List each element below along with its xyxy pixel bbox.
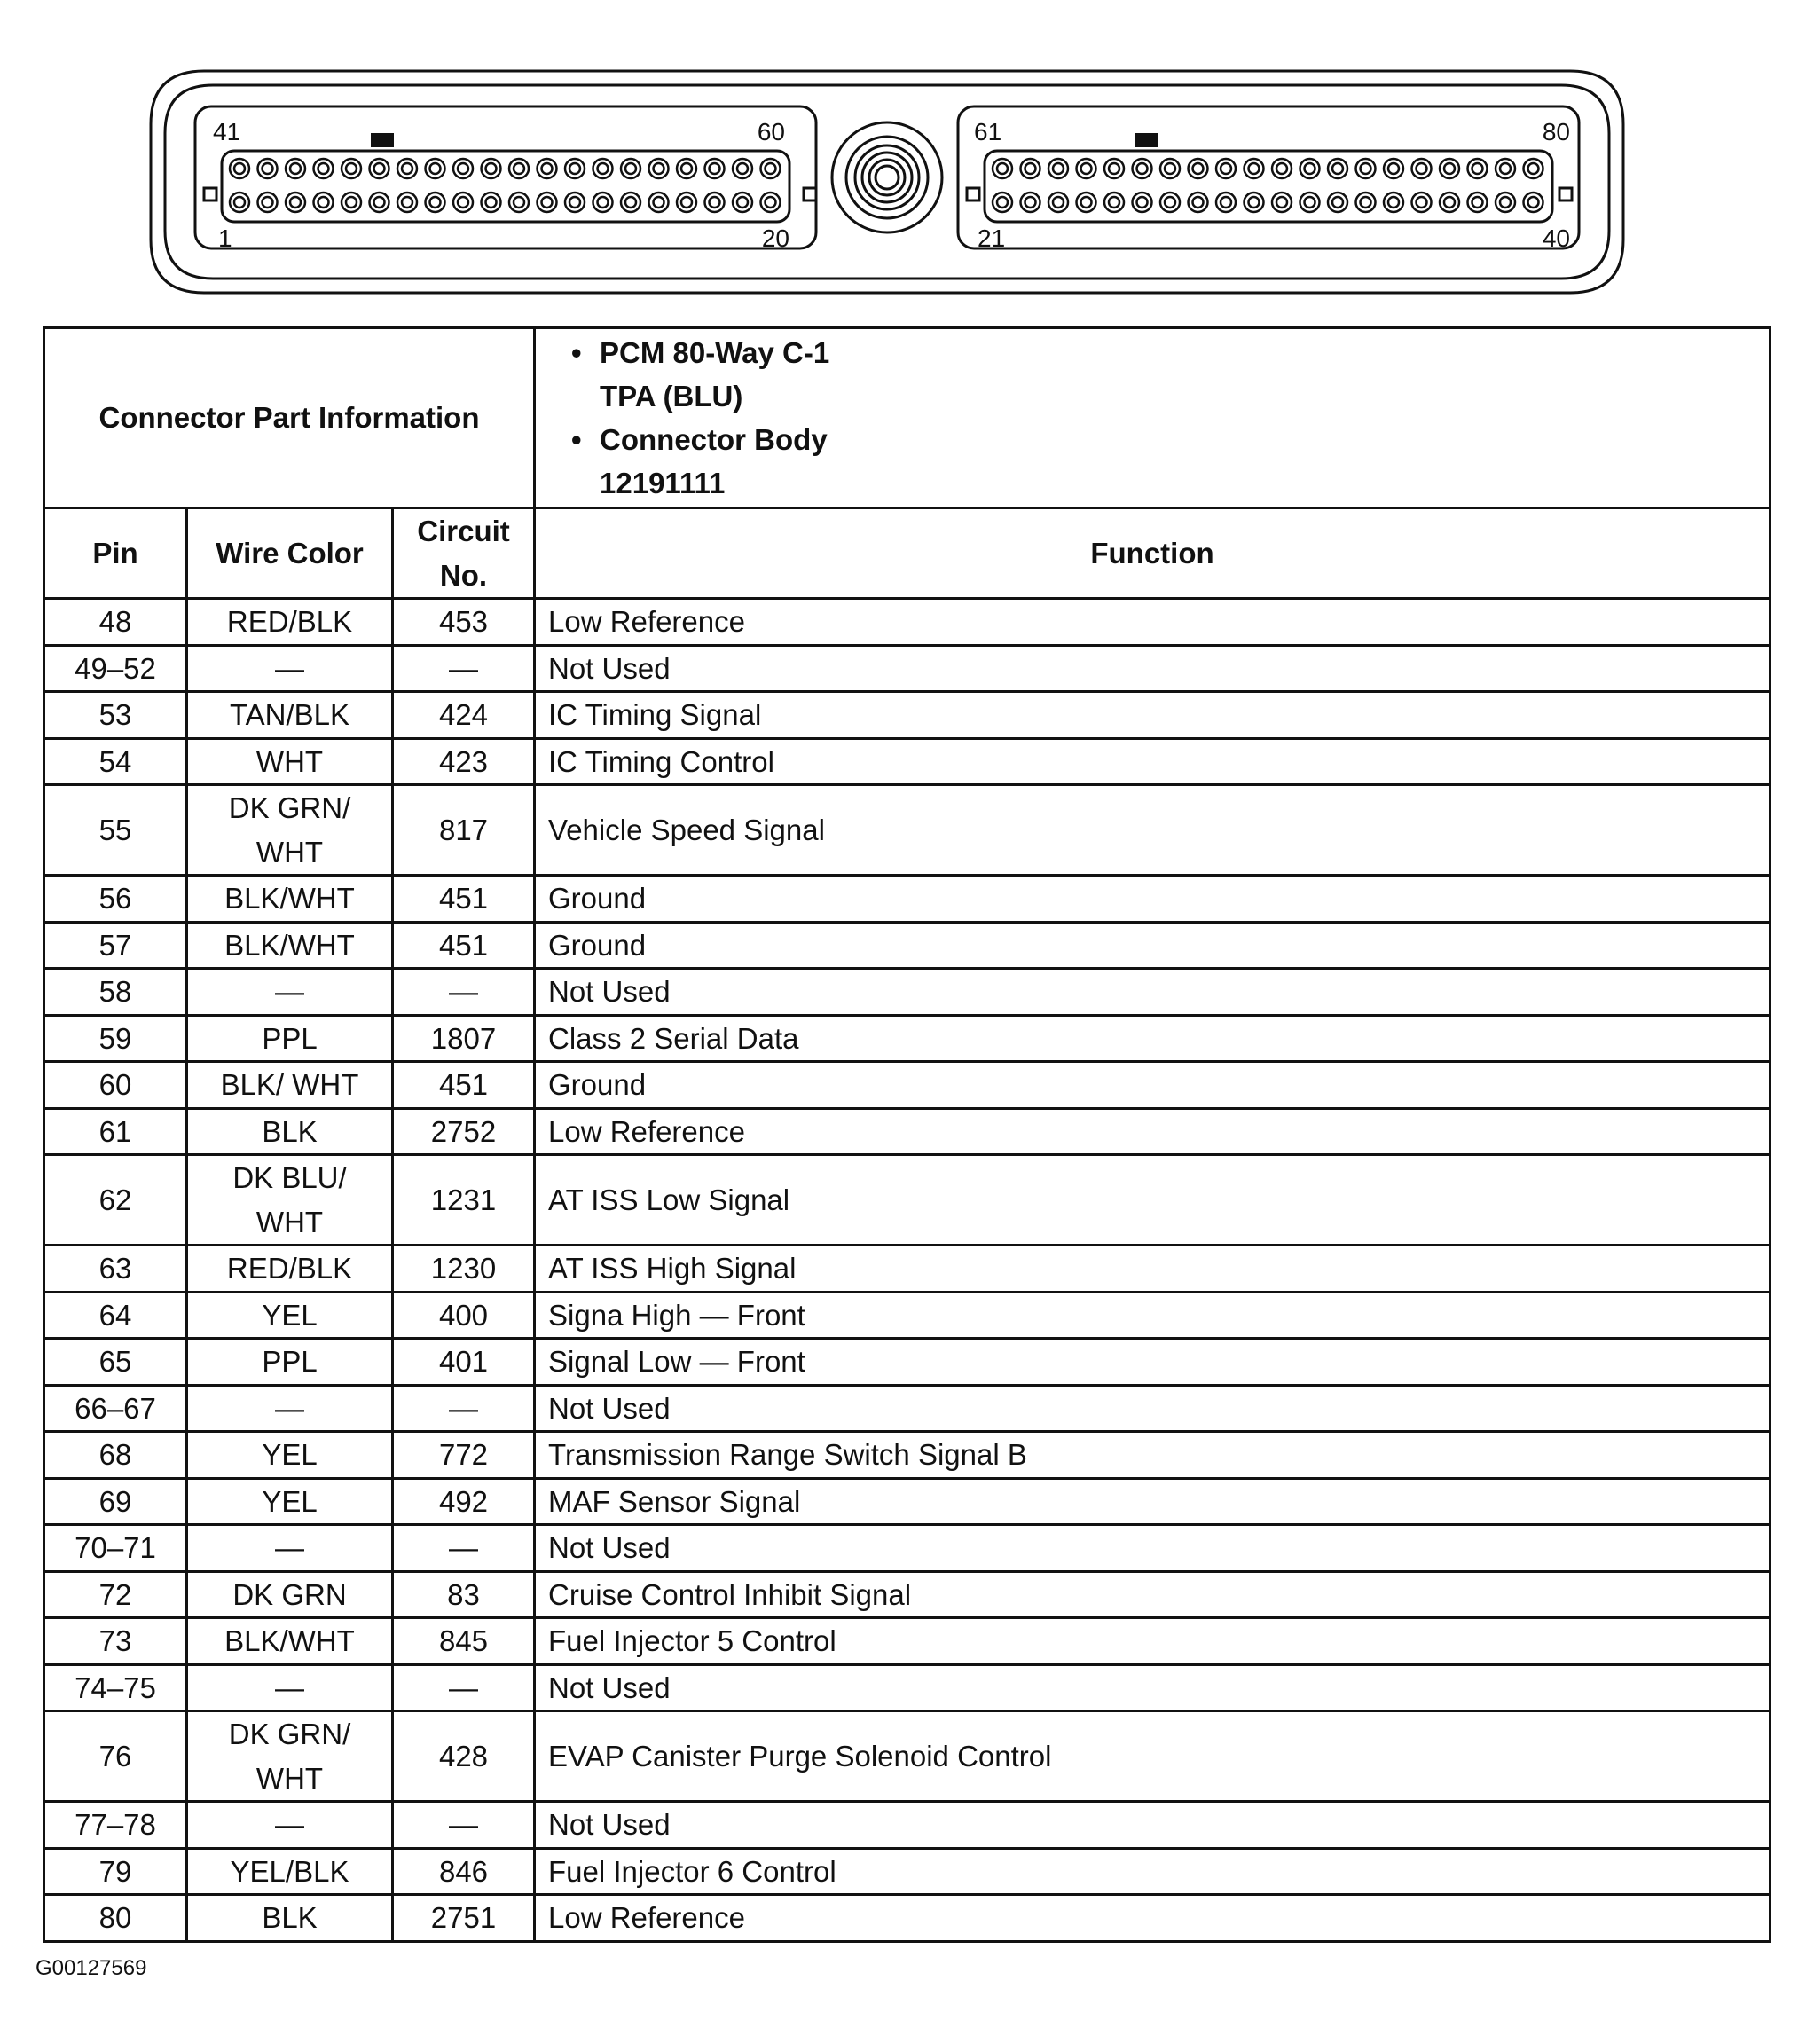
part-info-label: Connector Part Information (44, 328, 535, 508)
table-row (44, 1339, 1771, 1386)
pin-label-1: 1 (218, 224, 232, 252)
pin-cell: 70–71 (44, 1525, 187, 1572)
function-cell: IC Timing Signal (535, 692, 1771, 739)
table-row (44, 1802, 1771, 1849)
circuit-cell: 451 (393, 922, 535, 969)
wire-color-cell: RED/BLK (187, 599, 393, 646)
pin-cell: 60 (44, 1062, 187, 1109)
right-pin-hole (1496, 193, 1515, 212)
table-row (44, 1108, 1771, 1155)
wire-color-cell: YEL/BLK (187, 1848, 393, 1895)
function-cell: Low Reference (535, 1108, 1771, 1155)
right-pin-hole (1245, 159, 1264, 178)
right-key (1559, 188, 1572, 200)
right-pin-hole (1468, 159, 1488, 178)
left-pin-hole (677, 159, 696, 178)
pin-label-40: 40 (1542, 224, 1570, 252)
right-pin-hole (1440, 193, 1459, 212)
pin-cell: 77–78 (44, 1802, 187, 1849)
table-row (44, 1478, 1771, 1525)
wire-color-cell: DK GRN (187, 1571, 393, 1618)
table-row (44, 1015, 1771, 1062)
right-pin-hole (1524, 193, 1543, 212)
table-header-row (44, 508, 1771, 599)
table-row (44, 1711, 1771, 1802)
right-pin-hole (1272, 159, 1292, 178)
left-pin-hole (342, 193, 361, 212)
right-pin-hole (993, 159, 1012, 178)
wire-color-cell: PPL (187, 1015, 393, 1062)
wire-color-cell: TAN/BLK (187, 692, 393, 739)
left-pin-hole (258, 193, 278, 212)
right-pin-hole (1384, 159, 1403, 178)
left-pin-hole (565, 159, 585, 178)
table-row (44, 599, 1771, 646)
function-cell: Transmission Range Switch Signal B (535, 1432, 1771, 1479)
left-pin-hole (482, 193, 501, 212)
function-cell: Signa High — Front (535, 1292, 1771, 1339)
right-pin-hole (1356, 193, 1376, 212)
table-row (44, 692, 1771, 739)
wire-color-cell: — (187, 1802, 393, 1849)
pin-cell: 72 (44, 1571, 187, 1618)
wire-color-cell: PPL (187, 1339, 393, 1386)
right-pin-hole (1356, 159, 1376, 178)
circuit-cell: 846 (393, 1848, 535, 1895)
left-pin-hole (649, 159, 669, 178)
pin-cell: 69 (44, 1478, 187, 1525)
function-cell: Not Used (535, 1385, 1771, 1432)
circuit-cell: 772 (393, 1432, 535, 1479)
pin-cell: 56 (44, 876, 187, 923)
col-header-wire-color: Wire Color (187, 508, 393, 599)
function-cell: Not Used (535, 1525, 1771, 1572)
left-pin-hole (258, 159, 278, 178)
right-pin-hole (1189, 159, 1208, 178)
left-pin-hole (677, 193, 696, 212)
wire-color-cell: BLK/WHT (187, 1618, 393, 1665)
function-cell: AT ISS Low Signal (535, 1155, 1771, 1246)
left-pin-hole (426, 193, 445, 212)
table-row (44, 1155, 1771, 1246)
pin-label-20: 20 (761, 224, 789, 252)
left-pin-hole (538, 193, 557, 212)
left-pin-hole (397, 159, 417, 178)
right-pin-hole (993, 193, 1012, 212)
right-pin-hole (1468, 193, 1488, 212)
wire-color-cell: DK GRN/ WHT (187, 785, 393, 876)
right-pin-hole (1048, 193, 1068, 212)
function-cell: Low Reference (535, 599, 1771, 646)
table-row (44, 1664, 1771, 1711)
pin-cell: 59 (44, 1015, 187, 1062)
function-cell: IC Timing Control (535, 738, 1771, 785)
function-cell: Ground (535, 876, 1771, 923)
table-row (44, 738, 1771, 785)
circuit-cell: 1807 (393, 1015, 535, 1062)
left-pin-hole (342, 159, 361, 178)
pin-cell: 61 (44, 1108, 187, 1155)
part-info-details (535, 328, 1771, 508)
part-info-line: TPA (BLU) (600, 380, 743, 413)
pin-label-61: 61 (974, 118, 1002, 145)
right-pin-hole (1077, 159, 1096, 178)
pin-cell: 76 (44, 1711, 187, 1802)
left-pin-hole (230, 193, 249, 212)
circuit-cell: 817 (393, 785, 535, 876)
left-pin-hole (453, 193, 473, 212)
table-row (44, 1571, 1771, 1618)
left-pin-hole (426, 159, 445, 178)
function-cell: Cruise Control Inhibit Signal (535, 1571, 1771, 1618)
right-pin-hole (1245, 193, 1264, 212)
right-pin-hole (1216, 159, 1236, 178)
left-pin-hole (538, 159, 557, 178)
connector-diagram (133, 53, 1641, 311)
bullet-icon: • (571, 423, 582, 456)
pin-cell: 68 (44, 1432, 187, 1479)
table-row (44, 1525, 1771, 1572)
left-pin-hole (286, 159, 305, 178)
circuit-cell: 451 (393, 1062, 535, 1109)
left-pin-hole (705, 159, 725, 178)
pin-cell: 58 (44, 969, 187, 1016)
left-pin-hole (761, 159, 781, 178)
function-cell: MAF Sensor Signal (535, 1478, 1771, 1525)
left-pin-block (222, 151, 789, 222)
left-pin-hole (649, 193, 669, 212)
right-pin-hole (1189, 193, 1208, 212)
wire-color-cell: — (187, 1385, 393, 1432)
left-pin-hole (482, 159, 501, 178)
left-tpa-mark (371, 133, 394, 147)
function-cell: Not Used (535, 645, 1771, 692)
function-cell: EVAP Canister Purge Solenoid Control (535, 1711, 1771, 1802)
circuit-cell: 492 (393, 1478, 535, 1525)
right-pin-hole (1216, 193, 1236, 212)
pin-label-80: 80 (1542, 118, 1570, 145)
pin-cell: 54 (44, 738, 187, 785)
right-pin-hole (1412, 193, 1432, 212)
circuit-cell: 401 (393, 1339, 535, 1386)
circuit-cell: 423 (393, 738, 535, 785)
left-pin-hole (509, 193, 529, 212)
wire-color-cell: BLK/WHT (187, 922, 393, 969)
pin-label-21: 21 (978, 224, 1006, 252)
left-pin-hole (621, 193, 640, 212)
table-row (44, 1895, 1771, 1942)
circuit-cell: 400 (393, 1292, 535, 1339)
right-pin-hole (1133, 193, 1152, 212)
circuit-cell: 83 (393, 1571, 535, 1618)
wire-color-cell: — (187, 645, 393, 692)
wire-color-cell: — (187, 1664, 393, 1711)
right-pin-hole (1300, 193, 1320, 212)
wire-color-cell: BLK (187, 1108, 393, 1155)
left-housing (195, 106, 816, 248)
connector-outer-shell (151, 71, 1623, 293)
right-pin-hole (1440, 159, 1459, 178)
wire-color-cell: DK BLU/ WHT (187, 1155, 393, 1246)
part-info-line: • Connector Body (571, 418, 1760, 461)
pin-cell: 63 (44, 1246, 187, 1293)
center-bolt (832, 122, 942, 232)
right-pin-hole (1048, 159, 1068, 178)
right-pin-hole (1328, 193, 1347, 212)
left-pin-hole (733, 159, 752, 178)
circuit-cell: 2752 (393, 1108, 535, 1155)
right-pin-hole (1077, 193, 1096, 212)
pin-cell: 62 (44, 1155, 187, 1246)
right-pin-hole (1021, 193, 1040, 212)
right-pin-hole (1328, 159, 1347, 178)
left-pin-hole (230, 159, 249, 178)
left-pin-hole (370, 159, 389, 178)
pin-cell: 48 (44, 599, 187, 646)
figure-id: G00127569 (35, 1956, 147, 1980)
wire-color-cell: — (187, 1525, 393, 1572)
right-pin-hole (1384, 193, 1403, 212)
right-pin-hole (1021, 159, 1040, 178)
function-cell: Not Used (535, 1664, 1771, 1711)
right-pin-hole (1524, 159, 1543, 178)
circuit-cell: 428 (393, 1711, 535, 1802)
left-pin-hole (593, 193, 613, 212)
right-inner-key (967, 188, 979, 200)
wire-color-cell: YEL (187, 1292, 393, 1339)
wire-color-cell: BLK (187, 1895, 393, 1942)
table-row (44, 645, 1771, 692)
left-pin-hole (453, 159, 473, 178)
left-pin-hole (761, 193, 781, 212)
left-pin-hole (733, 193, 752, 212)
pin-cell: 66–67 (44, 1385, 187, 1432)
pin-cell: 55 (44, 785, 187, 876)
circuit-cell: — (393, 1802, 535, 1849)
left-pin-hole (705, 193, 725, 212)
wire-color-cell: RED/BLK (187, 1246, 393, 1293)
left-pin-hole (397, 193, 417, 212)
left-pin-hole (621, 159, 640, 178)
pin-cell: 80 (44, 1895, 187, 1942)
wire-color-cell: — (187, 969, 393, 1016)
function-cell: Not Used (535, 969, 1771, 1016)
pin-table (43, 326, 1771, 1943)
right-pin-hole (1160, 193, 1180, 212)
function-cell: AT ISS High Signal (535, 1246, 1771, 1293)
right-pin-hole (1496, 159, 1515, 178)
wire-color-cell: WHT (187, 738, 393, 785)
left-pin-hole (286, 193, 305, 212)
left-key (204, 188, 216, 200)
pin-cell: 79 (44, 1848, 187, 1895)
right-pin-hole (1412, 159, 1432, 178)
right-pin-hole (1133, 159, 1152, 178)
table-row (44, 1432, 1771, 1479)
pin-cell: 64 (44, 1292, 187, 1339)
col-header-circuit: Circuit No. (393, 508, 535, 599)
right-pin-hole (1160, 159, 1180, 178)
table-row (44, 1618, 1771, 1665)
table-row (44, 969, 1771, 1016)
pin-cell: 57 (44, 922, 187, 969)
left-pin-hole (314, 159, 334, 178)
circuit-cell: — (393, 645, 535, 692)
left-pin-hole (509, 159, 529, 178)
circuit-cell: 845 (393, 1618, 535, 1665)
table-row (44, 1062, 1771, 1109)
circuit-cell: 1231 (393, 1155, 535, 1246)
wire-color-cell: BLK/ WHT (187, 1062, 393, 1109)
table-row (44, 1292, 1771, 1339)
function-cell: Low Reference (535, 1895, 1771, 1942)
left-pin-hole (370, 193, 389, 212)
right-tpa-mark (1135, 133, 1158, 147)
function-cell: Signal Low — Front (535, 1339, 1771, 1386)
bullet-icon: • (571, 336, 582, 369)
left-pin-hole (314, 193, 334, 212)
pin-label-60: 60 (757, 118, 785, 145)
pin-cell: 53 (44, 692, 187, 739)
col-header-function: Function (535, 508, 1771, 599)
circuit-cell: — (393, 969, 535, 1016)
function-cell: Fuel Injector 6 Control (535, 1848, 1771, 1895)
wire-color-cell: YEL (187, 1478, 393, 1525)
table-row (44, 876, 1771, 923)
left-pin-hole (565, 193, 585, 212)
part-info-line: • PCM 80-Way C-1 (571, 331, 1760, 374)
col-header-pin: Pin (44, 508, 187, 599)
function-cell: Not Used (535, 1802, 1771, 1849)
wire-color-cell: BLK/WHT (187, 876, 393, 923)
circuit-cell: 451 (393, 876, 535, 923)
left-inner-key (804, 188, 816, 200)
pin-cell: 65 (44, 1339, 187, 1386)
pin-label-41: 41 (213, 118, 241, 145)
right-housing (958, 106, 1579, 248)
table-row (44, 785, 1771, 876)
circuit-cell: 2751 (393, 1895, 535, 1942)
right-pin-block (985, 151, 1552, 222)
circuit-cell: — (393, 1664, 535, 1711)
part-info-line: 12191111 (600, 467, 726, 499)
right-pin-hole (1272, 193, 1292, 212)
wire-color-cell: DK GRN/ WHT (187, 1711, 393, 1802)
function-cell: Vehicle Speed Signal (535, 785, 1771, 876)
function-cell: Ground (535, 922, 1771, 969)
table-row (44, 1246, 1771, 1293)
circuit-cell: 1230 (393, 1246, 535, 1293)
circuit-cell: — (393, 1385, 535, 1432)
circuit-cell: 424 (393, 692, 535, 739)
right-pin-hole (1104, 159, 1124, 178)
pin-cell: 74–75 (44, 1664, 187, 1711)
pin-cell: 73 (44, 1618, 187, 1665)
part-info-row (44, 328, 1771, 508)
function-cell: Fuel Injector 5 Control (535, 1618, 1771, 1665)
table-row (44, 1848, 1771, 1895)
circuit-cell: — (393, 1525, 535, 1572)
table-row (44, 1385, 1771, 1432)
table-row (44, 922, 1771, 969)
wire-color-cell: YEL (187, 1432, 393, 1479)
right-pin-hole (1300, 159, 1320, 178)
right-pin-hole (1104, 193, 1124, 212)
circuit-cell: 453 (393, 599, 535, 646)
function-cell: Class 2 Serial Data (535, 1015, 1771, 1062)
pin-cell: 49–52 (44, 645, 187, 692)
left-pin-hole (593, 159, 613, 178)
function-cell: Ground (535, 1062, 1771, 1109)
